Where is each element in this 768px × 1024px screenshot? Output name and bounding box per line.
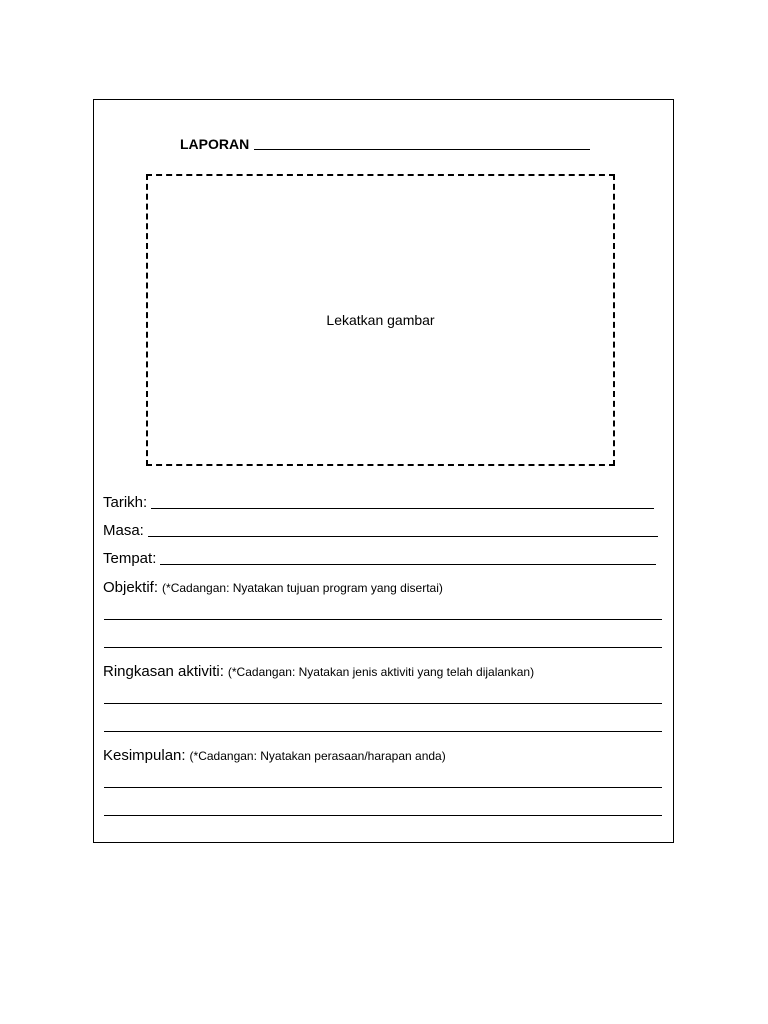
photo-placeholder-box[interactable] [146,174,615,466]
summary-heading-row [103,660,663,680]
date-blank[interactable] [151,508,654,509]
date-label: Tarikh: [103,494,148,511]
time-blank[interactable] [148,536,658,537]
place-field-row [103,547,656,567]
conclusion-label: Kesimpulan: [103,747,186,764]
summary-line-2[interactable] [104,731,662,732]
conclusion-line-2[interactable] [104,815,662,816]
report-title-row [180,132,590,152]
objective-heading-row [103,576,663,596]
objective-line-2[interactable] [104,647,662,648]
conclusion-hint: (*Cadangan: Nyatakan perasaan/harapan anda) [189,749,446,763]
report-title: LAPORAN [180,136,250,152]
summary-line-1[interactable] [104,703,662,704]
conclusion-line-1[interactable] [104,787,662,788]
report-form [93,99,674,843]
place-blank[interactable] [160,564,656,565]
summary-hint: (*Cadangan: Nyatakan jenis aktiviti yang telah dijalankan) [227,665,535,679]
photo-placeholder-label: Lekatkan gambar [326,312,435,328]
objective-hint: (*Cadangan: Nyatakan tujuan program yang disertai) [162,581,443,595]
conclusion-heading-row [103,744,663,764]
objective-label: Objektif: [103,579,159,596]
date-field-row [103,491,654,511]
time-label: Masa: [103,522,144,539]
report-title-blank[interactable] [254,149,590,150]
objective-line-1[interactable] [104,619,662,620]
place-label: Tempat: [103,550,157,567]
summary-label: Ringkasan aktiviti: [103,663,224,680]
time-field-row [103,519,658,539]
